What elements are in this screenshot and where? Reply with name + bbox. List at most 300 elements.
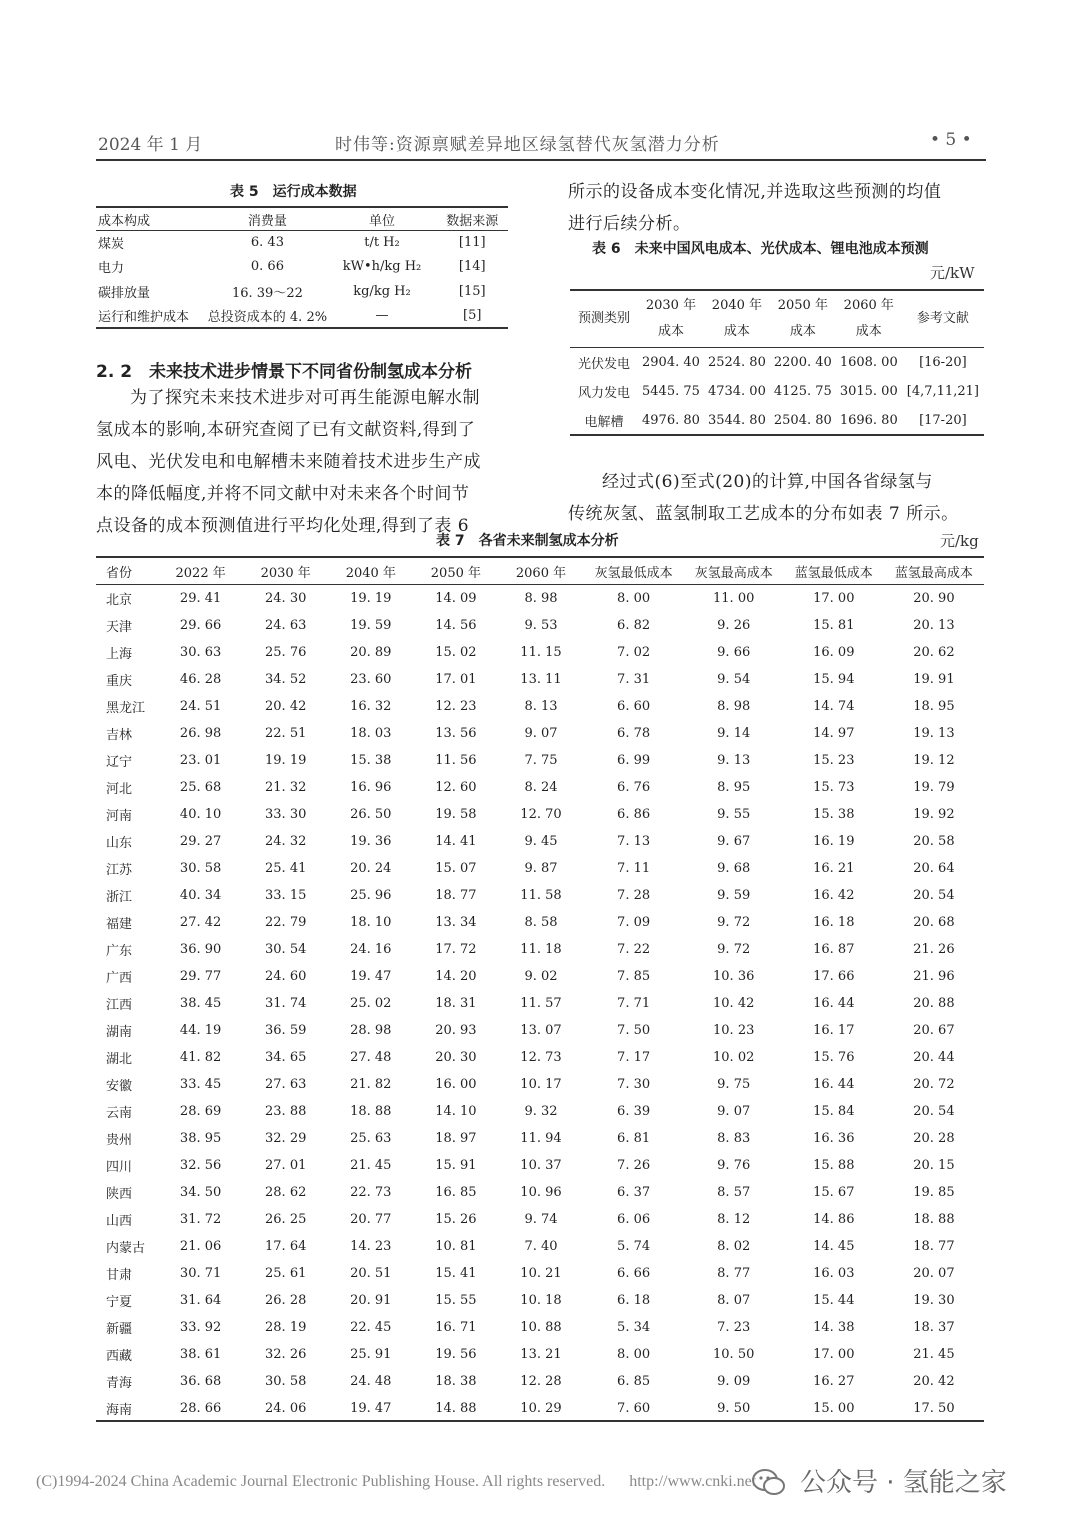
cost-cell: 9. 07 [524,726,558,741]
cost-cell: 17. 00 [813,591,855,606]
cost-cell: 9. 09 [717,1374,751,1389]
cost-cell: 15. 94 [813,672,855,687]
cost-cell: 6. 60 [617,699,651,714]
table7-row [96,1071,984,1098]
cost-cell: 18. 88 [350,1104,392,1119]
page-number: • 5 • [930,130,972,150]
cost-cell: 9. 59 [717,888,751,903]
cost-cell: 19. 56 [435,1347,477,1362]
cost-cell: 29. 77 [179,969,222,984]
cost-cell: 7. 09 [617,915,651,930]
table7-header-cell: 2030 年 [260,566,311,581]
table6-row [570,377,984,406]
cost-cell: 15. 02 [435,645,477,660]
cost-cell: 24. 51 [179,699,222,714]
table5-row [96,230,508,255]
cost-cell: 20. 30 [435,1050,477,1065]
province-cell: 新疆 [106,1322,133,1337]
cost-cell: 16. 21 [813,861,855,876]
cost-cell: 20. 58 [913,834,955,849]
cost-cell: 14. 09 [435,591,477,606]
cost-cell: 10. 81 [435,1239,477,1254]
cost-cell: 28. 69 [179,1104,222,1119]
cost-cell: 30. 54 [265,942,307,957]
cost-cell: 10. 42 [713,996,755,1011]
cost-cell: 10. 88 [520,1320,562,1335]
cost-cell: 20. 90 [913,591,955,606]
cost-cell: 8. 58 [524,915,558,930]
table7-header-cell: 2050 年 [430,566,481,581]
table5-cell: — [375,308,389,324]
cost-cell: 9. 75 [717,1077,751,1092]
cost-cell: 31. 64 [179,1293,222,1308]
cost-cell: 20. 89 [350,645,392,660]
cost-cell: 17. 00 [813,1347,855,1362]
table7-header-cell: 蓝氢最低成本 [794,566,873,581]
table7-row [96,936,984,963]
cost-cell: 28. 66 [179,1401,222,1416]
cost-cell: 7. 23 [717,1320,751,1335]
province-cell: 黑龙江 [106,701,146,716]
cost-cell: 23. 60 [350,672,392,687]
province-cell: 宁夏 [106,1295,133,1310]
table6-cell: [17-20] [919,413,967,428]
table5-cell: 0. 66 [250,259,284,275]
para-line: 氢成本的影响,本研究查阅了已有文献资料,得到了 [96,420,476,440]
table6-row [570,406,984,435]
table6-cell: 4125. 75 [773,384,832,399]
table5-cell: [11] [458,234,486,250]
cost-cell: 7. 85 [617,969,651,984]
cost-cell: 24. 63 [265,618,307,633]
cost-cell: 16. 32 [350,699,392,714]
cost-cell: 16. 87 [813,942,855,957]
table5-header-cell: 成本构成 [98,213,151,229]
cost-cell: 19. 92 [913,807,955,822]
table7-row [96,1395,984,1422]
cost-cell: 19. 19 [265,753,307,768]
cost-cell: 27. 63 [265,1077,307,1092]
table5-cell: 16. 39～22 [231,285,303,301]
cost-cell: 15. 76 [813,1050,855,1065]
table6-cell: 3015. 00 [839,384,898,399]
cost-cell: 44. 19 [179,1023,222,1038]
table7-row [96,909,984,936]
cost-cell: 7. 40 [524,1239,558,1254]
province-cell: 海南 [106,1403,133,1418]
table5-cell: kg/kg H₂ [353,283,411,299]
table6-cell: 光伏发电 [577,357,630,372]
cost-cell: 9. 02 [524,969,558,984]
table6-cell: [16-20] [919,355,967,370]
table7-row [96,801,984,828]
table6-cell: 风力发电 [577,386,630,401]
cost-cell: 6. 82 [617,618,651,633]
cost-cell: 33. 15 [265,888,307,903]
cost-cell: 20. 54 [913,888,955,903]
province-cell: 山东 [106,836,133,851]
cost-cell: 14. 56 [435,618,477,633]
cost-cell: 11. 58 [520,888,562,903]
table7-row [96,1179,984,1206]
cost-cell: 19. 58 [435,807,477,822]
cost-cell: 16. 42 [813,888,855,903]
cost-cell: 15. 23 [813,753,855,768]
table7-row [96,1287,984,1314]
table7-row [96,1098,984,1125]
cost-cell: 7. 11 [617,861,651,876]
cost-cell: 30. 58 [265,1374,307,1389]
table7-header-cell: 2022 年 [175,566,226,581]
cost-cell: 20. 51 [350,1266,392,1281]
cost-cell: 6. 86 [617,807,651,822]
copyright-footer [36,1473,756,1491]
cost-cell: 21. 06 [179,1239,222,1254]
table7-header-cell: 灰氢最低成本 [594,566,673,581]
cost-cell: 10. 18 [520,1293,562,1308]
cost-cell: 27. 42 [179,915,222,930]
cost-cell: 16. 27 [813,1374,855,1389]
cost-cell: 19. 85 [913,1185,955,1200]
cost-cell: 8. 02 [717,1239,751,1254]
table5-cell: 煤炭 [98,236,125,252]
footer-url: http://www.cnki.net [629,1473,757,1490]
cost-cell: 16. 85 [435,1185,477,1200]
cost-cell: 19. 30 [913,1293,955,1308]
province-cell: 湖南 [106,1025,133,1040]
table6-header-cell: 2050 年 成本 [777,298,828,339]
table5-cell: 运行和维护成本 [98,310,190,326]
cost-cell: 38. 45 [179,996,222,1011]
table7-row [96,585,984,612]
cost-cell: 22. 45 [350,1320,392,1335]
cost-cell: 17. 64 [265,1239,307,1254]
province-cell: 湖北 [106,1052,133,1067]
cost-cell: 25. 91 [350,1347,392,1362]
table5-cell: kW•h/kg H₂ [342,259,422,275]
cost-cell: 14. 97 [813,726,855,741]
province-cell: 西藏 [106,1349,133,1364]
cost-cell: 40. 34 [179,888,222,903]
cost-cell: 24. 32 [265,834,307,849]
cost-cell: 21. 45 [913,1347,955,1362]
cost-cell: 7. 30 [617,1077,651,1092]
cost-cell: 11. 00 [713,591,755,606]
table7-row [96,963,984,990]
cost-cell: 9. 87 [524,861,558,876]
cost-cell: 16. 00 [435,1077,477,1092]
cost-cell: 9. 55 [717,807,751,822]
cost-cell: 31. 74 [265,996,307,1011]
cost-cell: 29. 41 [179,591,222,606]
cost-cell: 19. 36 [350,834,392,849]
province-cell: 天津 [106,620,133,635]
table5-cell: 碳排放量 [98,285,151,301]
cost-cell: 25. 76 [265,645,307,660]
cost-cell: 24. 60 [265,969,307,984]
cost-cell: 15. 88 [813,1158,855,1173]
para-line: 为了探究未来技术进步对可再生能源电解水制 [130,388,480,408]
cost-cell: 8. 00 [617,1347,651,1362]
cost-cell: 18. 95 [913,699,955,714]
table7-row [96,1314,984,1341]
cost-cell: 12. 70 [520,807,562,822]
cost-cell: 36. 68 [179,1374,222,1389]
cost-cell: 46. 28 [179,672,222,687]
table7-header-cell: 省份 [106,566,133,581]
cost-cell: 11. 57 [520,996,562,1011]
cost-cell: 20. 28 [913,1131,955,1146]
table7-row [96,855,984,882]
cost-cell: 16. 71 [435,1320,477,1335]
table5-row [96,255,508,280]
header-date: 2024 年 1 月 [98,135,203,155]
table5-caption: 表 5 运行成本数据 [230,184,357,200]
cost-cell: 34. 65 [265,1050,307,1065]
province-cell: 福建 [106,917,133,932]
cost-cell: 22. 51 [265,726,307,741]
cost-cell: 13. 21 [520,1347,562,1362]
cost-cell: 15. 07 [435,861,477,876]
table7-header-cell: 灰氢最高成本 [694,566,773,581]
cost-cell: 21. 96 [913,969,955,984]
cost-cell: 14. 23 [350,1239,392,1254]
cost-cell: 25. 41 [265,861,307,876]
cost-cell: 6. 99 [617,753,651,768]
cost-cell: 28. 62 [265,1185,307,1200]
cost-cell: 20. 54 [913,1104,955,1119]
cost-cell: 13. 34 [435,915,477,930]
cost-cell: 25. 02 [350,996,392,1011]
cost-cell: 18. 88 [913,1212,955,1227]
cost-cell: 33. 30 [265,807,307,822]
cost-cell: 20. 91 [350,1293,392,1308]
header-rule [96,159,986,161]
cost-cell: 38. 95 [179,1131,222,1146]
cost-cell: 12. 28 [520,1374,562,1389]
cost-cell: 7. 02 [617,645,651,660]
cost-cell: 19. 59 [350,618,392,633]
cost-cell: 8. 98 [524,591,558,606]
cost-cell: 8. 95 [717,780,751,795]
cost-cell: 16. 96 [350,780,392,795]
table7-row [96,720,984,747]
cost-cell: 18. 31 [435,996,477,1011]
cost-cell: 9. 66 [717,645,751,660]
cost-cell: 8. 12 [717,1212,751,1227]
cost-cell: 21. 26 [913,942,955,957]
cost-cell: 8. 98 [717,699,751,714]
cost-cell: 24. 48 [350,1374,392,1389]
cost-cell: 8. 77 [717,1266,751,1281]
cost-cell: 20. 68 [913,915,955,930]
cost-cell: 20. 88 [913,996,955,1011]
cost-cell: 20. 62 [913,645,955,660]
cost-cell: 15. 00 [813,1401,855,1416]
table7-row [96,774,984,801]
table7-row [96,747,984,774]
cost-cell: 33. 45 [179,1077,222,1092]
cost-cell: 12. 23 [435,699,477,714]
cost-cell: 24. 06 [265,1401,307,1416]
cost-cell: 5. 74 [617,1239,651,1254]
cost-cell: 20. 77 [350,1212,392,1227]
cost-cell: 19. 79 [913,780,955,795]
cost-cell: 7. 22 [617,942,651,957]
table5-cell: [5] [463,308,482,324]
table7-caption: 表 7 各省未来制氢成本分析 [436,533,619,549]
cost-cell: 11. 94 [520,1131,562,1146]
cost-cell: 10. 21 [520,1266,562,1281]
cost-cell: 32. 26 [265,1347,307,1362]
cost-cell: 7. 13 [617,834,651,849]
table6-cell: 1608. 00 [839,355,898,370]
table6 [570,290,984,435]
cost-cell: 16. 03 [813,1266,855,1281]
wechat-icon [752,1468,786,1498]
cost-cell: 30. 71 [179,1266,222,1281]
table5-row [96,304,508,329]
province-cell: 内蒙古 [106,1241,146,1256]
table7-header-cell: 2060 年 [515,566,567,581]
cost-cell: 22. 73 [350,1185,392,1200]
table6-header-cell: 预测类别 [577,311,630,326]
cost-cell: 24. 16 [350,942,392,957]
cost-cell: 13. 11 [520,672,562,687]
table6-row [570,348,984,377]
cost-cell: 9. 50 [717,1401,751,1416]
table6-cell: 2904. 40 [642,355,700,370]
province-cell: 上海 [106,647,133,662]
table6-header-cell: 参考文献 [916,311,969,326]
cost-cell: 13. 07 [520,1023,562,1038]
cost-cell: 19. 47 [350,1401,392,1416]
cost-cell: 15. 41 [435,1266,477,1281]
province-cell: 辽宁 [106,755,133,770]
cost-cell: 6. 06 [617,1212,651,1227]
cost-cell: 18. 97 [435,1131,477,1146]
cost-cell: 20. 42 [913,1374,955,1389]
cost-cell: 41. 82 [179,1050,222,1065]
after-table6-paragraph [568,466,988,530]
cost-cell: 29. 66 [179,618,222,633]
right-para-line: 所示的设备成本变化情况,并选取这些预测的均值 [568,182,942,202]
para-line: 点设备的成本预测值进行平均化处理,得到了表 6 [96,516,470,536]
cost-cell: 6. 39 [617,1104,651,1119]
copyright-text: (C)1994-2024 China Academic Journal Electronic Publishing House. All rights reserved. [36,1473,606,1490]
table5-cell: [15] [458,283,486,299]
para-line: 风电、光伏发电和电解槽未来随着技术进步生产成 [96,452,481,472]
province-cell: 浙江 [106,890,133,905]
cost-cell: 21. 32 [265,780,307,795]
table5-cell: [14] [458,259,486,275]
table6-header-cell: 2030 年 成本 [645,298,697,339]
cost-cell: 27. 48 [350,1050,392,1065]
table7-header-cell: 蓝氢最高成本 [894,566,973,581]
cost-cell: 14. 86 [813,1212,855,1227]
cost-cell: 15. 81 [813,618,855,633]
watermark: 公众号 · 氢能之家 [800,1468,1007,1498]
cost-cell: 34. 50 [179,1185,222,1200]
province-cell: 贵州 [106,1133,133,1148]
para-line: 本的降低幅度,并将不同文献中对未来各个时间节 [96,484,470,504]
cost-cell: 10. 17 [520,1077,562,1092]
cost-cell: 9. 74 [524,1212,558,1227]
cost-cell: 18. 38 [435,1374,477,1389]
table7-row [96,1260,984,1287]
cost-cell: 19. 12 [913,753,955,768]
cost-cell: 8. 07 [717,1293,751,1308]
province-cell: 吉林 [106,728,133,743]
cost-cell: 31. 72 [179,1212,222,1227]
cost-cell: 19. 47 [350,969,392,984]
table6-cell: 电解槽 [584,415,624,430]
province-cell: 江苏 [106,863,133,878]
cost-cell: 7. 26 [617,1158,651,1173]
cost-cell: 30. 63 [179,645,222,660]
table7-row [96,1341,984,1368]
table7-row [96,666,984,693]
table7-row [96,882,984,909]
cost-cell: 7. 50 [617,1023,651,1038]
table7-row [96,1044,984,1071]
cost-cell: 16. 18 [813,915,855,930]
cost-cell: 7. 60 [617,1401,651,1416]
table7-row [96,1206,984,1233]
province-cell: 河北 [106,782,133,797]
cost-cell: 9. 45 [524,834,558,849]
cost-cell: 26. 25 [265,1212,307,1227]
cost-cell: 20. 64 [913,861,955,876]
cost-cell: 15. 44 [813,1293,855,1308]
table6-unit: 元/kW [930,264,975,282]
cost-cell: 26. 28 [265,1293,307,1308]
cost-cell: 17. 72 [435,942,477,957]
province-cell: 四川 [106,1160,133,1175]
cost-cell: 30. 58 [179,861,222,876]
province-cell: 广东 [106,944,133,959]
cost-cell: 20. 93 [435,1023,477,1038]
cost-cell: 14. 20 [435,969,477,984]
cost-cell: 9. 68 [717,861,751,876]
cost-cell: 19. 91 [913,672,955,687]
cost-cell: 16. 19 [813,834,855,849]
header-title: 时伟等:资源禀赋差异地区绿氢替代灰氢潜力分析 [335,135,720,155]
cost-cell: 7. 28 [617,888,651,903]
cost-cell: 9. 32 [524,1104,558,1119]
table6-caption: 表 6 未来中国风电成本、光伏成本、锂电池成本预测 [592,241,929,257]
cost-cell: 16. 17 [813,1023,855,1038]
cost-cell: 23. 88 [265,1104,307,1119]
cost-cell: 10. 23 [713,1023,755,1038]
cost-cell: 9. 72 [717,915,751,930]
cost-cell: 8. 24 [524,780,558,795]
province-cell: 安徽 [106,1079,133,1094]
cost-cell: 14. 74 [813,699,855,714]
cost-cell: 25. 61 [265,1266,307,1281]
province-cell: 山西 [106,1214,133,1229]
table6-header-cell: 2060 年 成本 [843,298,894,339]
cost-cell: 12. 73 [520,1050,562,1065]
province-cell: 北京 [106,593,133,608]
cost-cell: 25. 68 [179,780,222,795]
cost-cell: 14. 45 [813,1239,855,1254]
province-cell: 河南 [106,809,133,824]
table6-cell: 4976. 80 [642,413,700,428]
cost-cell: 16. 44 [813,996,855,1011]
after-t6-line: 经过式(6)至式(20)的计算,中国各省绿氢与 [602,472,933,492]
cost-cell: 26. 98 [179,726,222,741]
